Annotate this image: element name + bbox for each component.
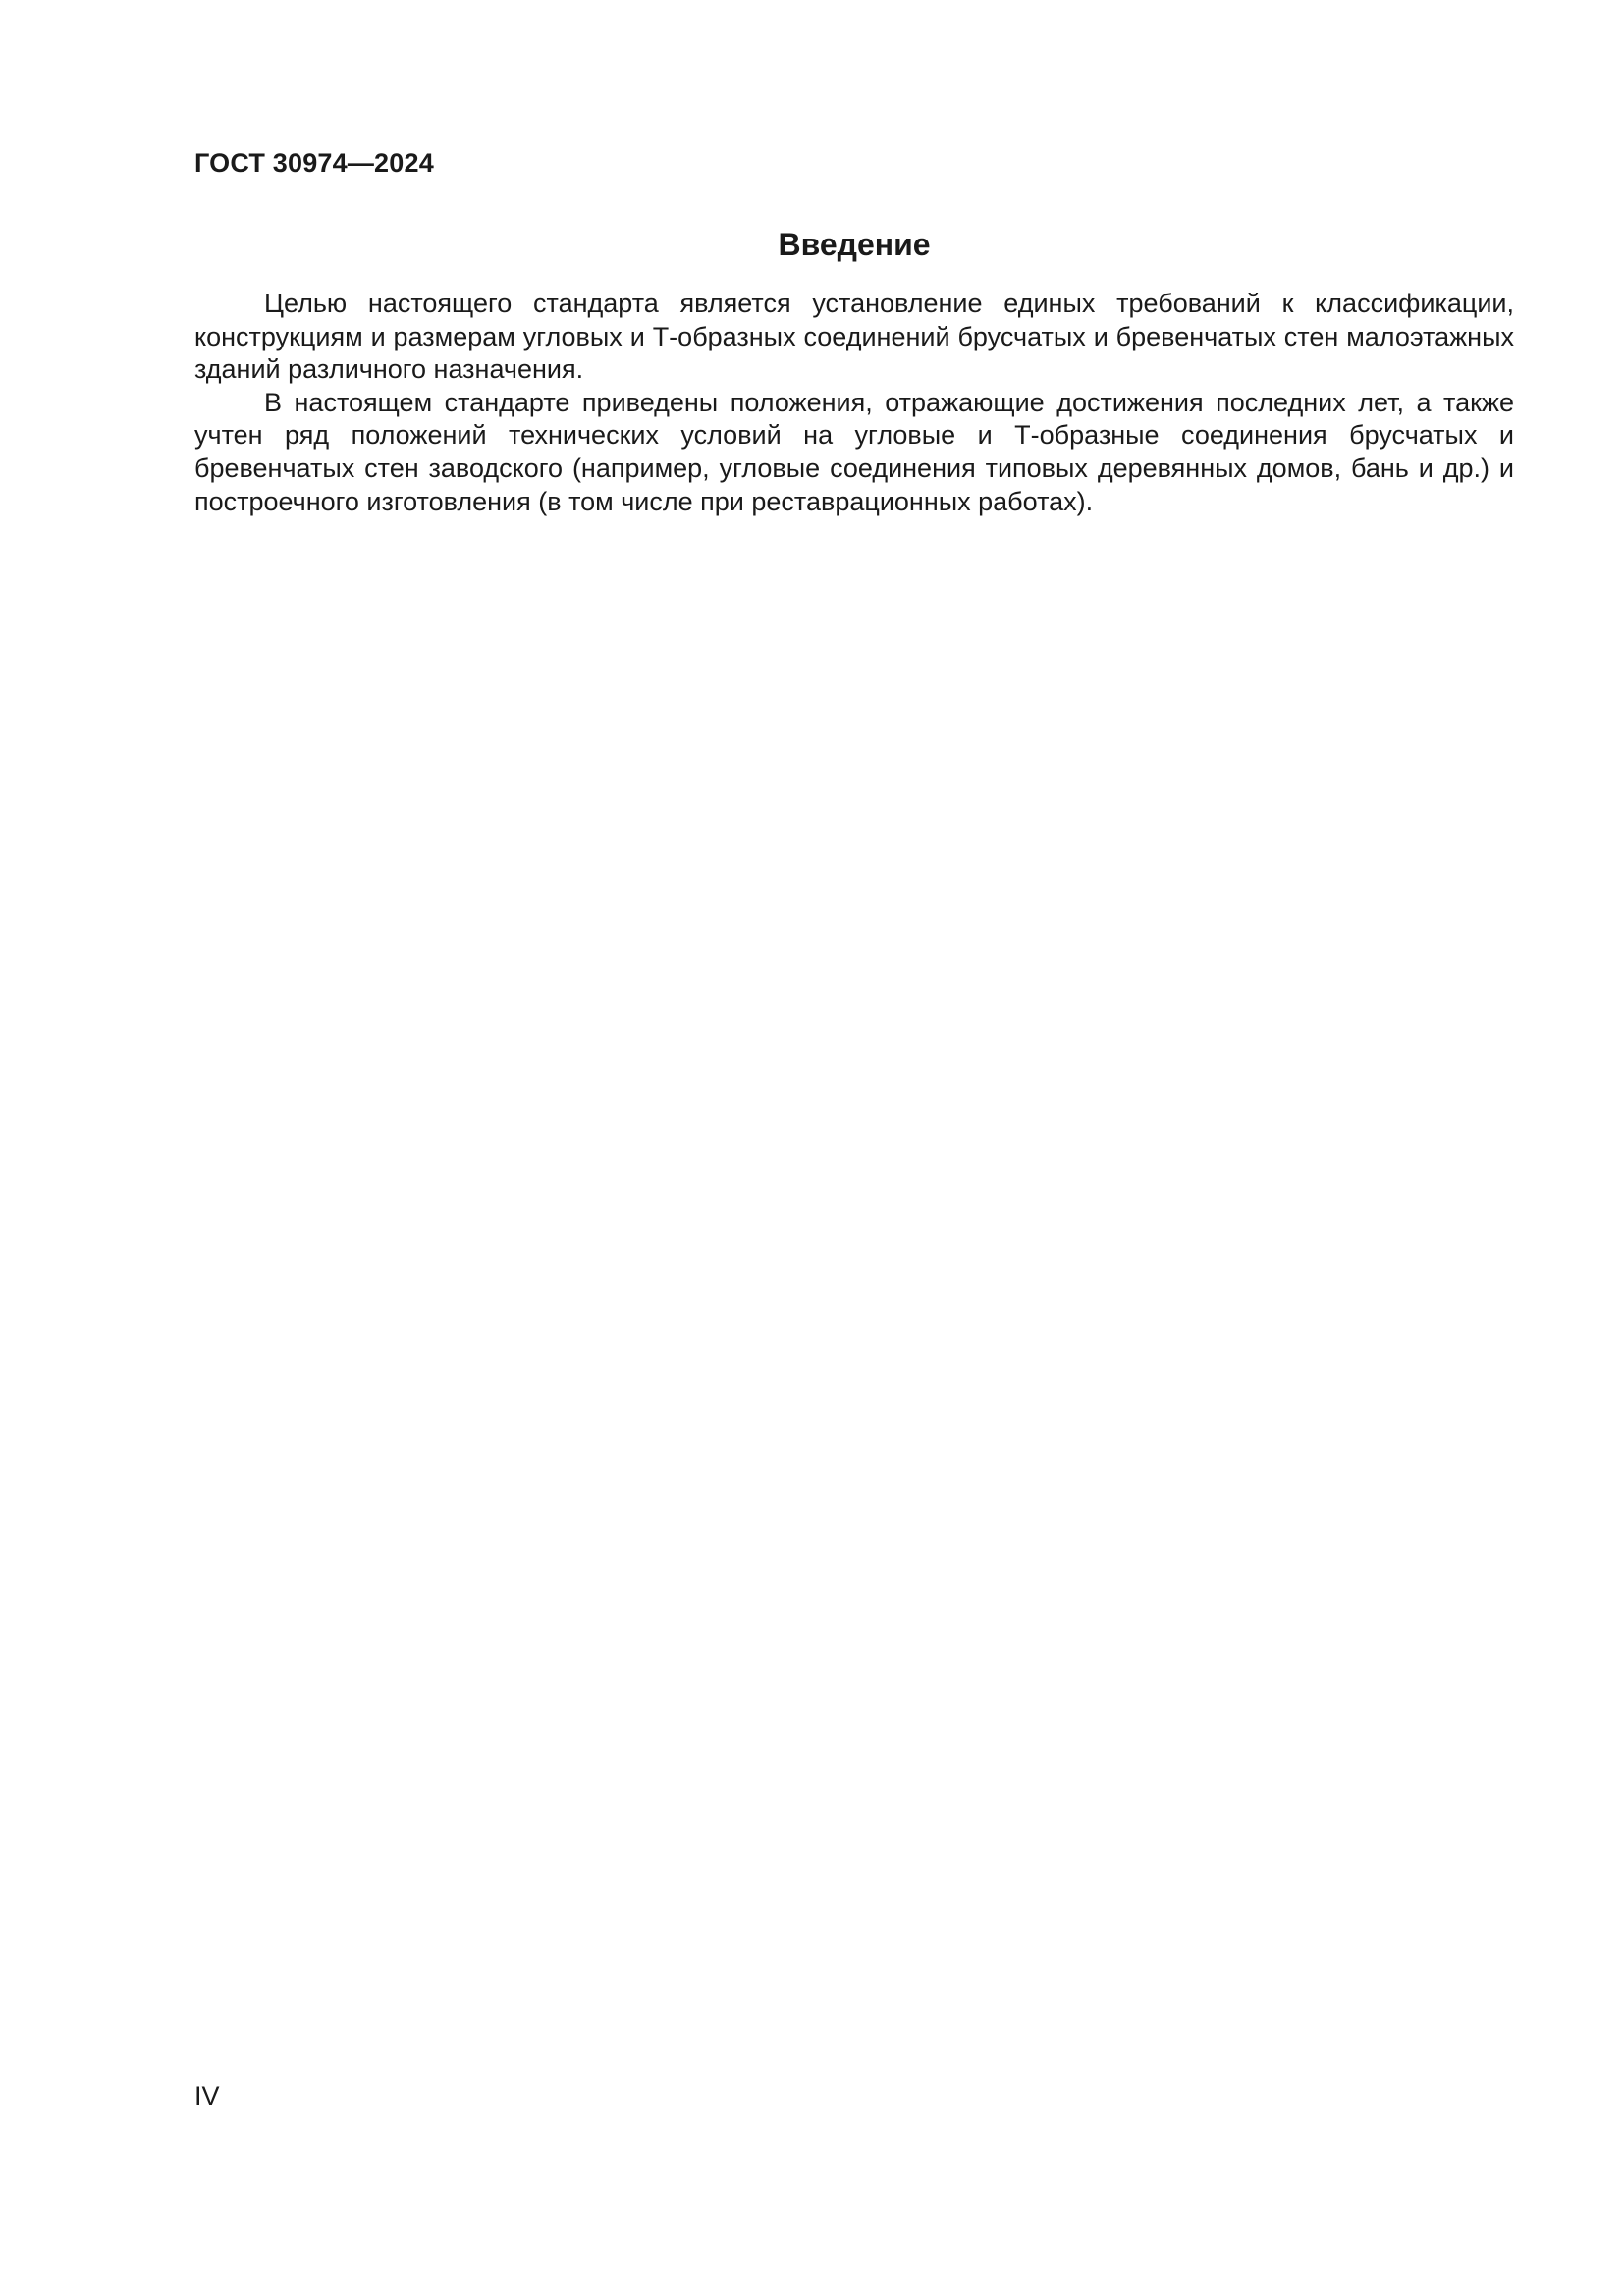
section-title: Введение — [778, 227, 931, 262]
page-number: IV — [194, 2081, 220, 2110]
paragraph: Целью настоящего стандарта является установление единых требований к классификации, конструкциям и размерам угловых и Т-образных соединений брусчатых и бревенчатых стен малоэтажных зданий различного назначения. — [194, 289, 1514, 385]
body-text — [194, 288, 1514, 518]
document-header: ГОСТ 30974—2024 — [194, 148, 434, 178]
paragraph: В настоящем стандарте приведены положения, отражающие достижения последних лет, а также учтен ряд положений технических условий на угловые и Т-образные соединения брусчатых и бревенчатых стен заводского (например, угловые соединения типовых деревянных домов, бань и др.) и построечного изготовления (в том числе при реставрационных работах). — [194, 387, 1514, 516]
